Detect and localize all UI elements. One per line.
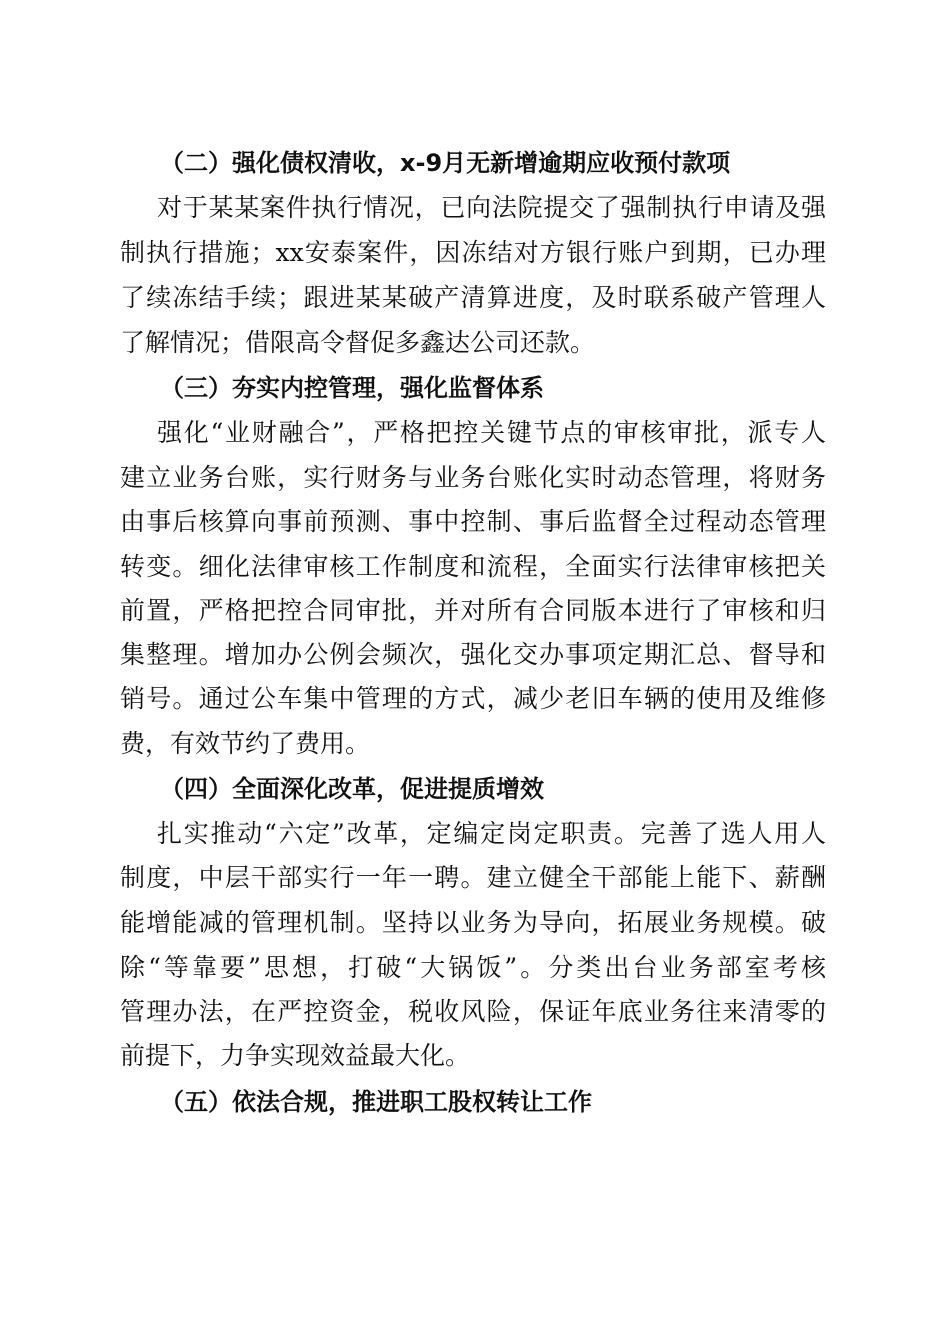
section-heading: （五）依法合规，推进职工股权转让工作 bbox=[160, 1088, 592, 1116]
paragraph-line: 转变。细化法律审核工作制度和流程，全面实行法律审核把关 bbox=[120, 552, 826, 581]
paragraph-line: 由事后核算向事前预测、事中控制、事后监督全过程动态管理 bbox=[120, 507, 826, 536]
paragraph-line: 前提下，力争实现效益最大化。 bbox=[120, 1041, 471, 1070]
paragraph-line: 扎实推动“六定”改革，定编定岗定职责。完善了选人用人 bbox=[157, 819, 826, 848]
paragraph-line: 制执行措施；xx安泰案件，因冻结对方银行账户到期，已办理 bbox=[120, 238, 826, 267]
paragraph-line: 能增能减的管理机制。坚持以业务为导向，拓展业务规模。破 bbox=[120, 908, 826, 937]
paragraph-line: 管理办法，在严控资金，税收风险，保证年底业务往来清零的 bbox=[120, 997, 826, 1026]
paragraph-line: 制度，中层干部实行一年一聘。建立健全干部能上能下、薪酬 bbox=[120, 863, 826, 892]
paragraph-line: 费，有效节约了费用。 bbox=[120, 729, 371, 758]
paragraph-line: 强化“业财融合”，严格把控关键节点的审核审批，派专人 bbox=[157, 418, 826, 447]
paragraph-line: 除“等靠要”思想，打破“大锅饭”。分类出台业务部室考核 bbox=[120, 953, 826, 982]
section-heading: （四）全面深化改革，促进提质增效 bbox=[160, 775, 544, 803]
paragraph-line: 对于某某案件执行情况，已向法院提交了强制执行申请及强 bbox=[157, 193, 826, 222]
section-heading: （三）夯实内控管理，强化监督体系 bbox=[160, 374, 544, 402]
paragraph-line: 建立业务台账，实行财务与业务台账化实时动态管理，将财务 bbox=[120, 463, 826, 492]
paragraph-line: 销号。通过公车集中管理的方式，减少老旧车辆的使用及维修 bbox=[120, 684, 826, 713]
paragraph-line: 了续冻结手续；跟进某某破产清算进度，及时联系破产管理人 bbox=[120, 283, 826, 312]
section-heading: （二）强化债权清收，x-9月无新增逾期应收预付款项 bbox=[160, 149, 731, 177]
paragraph-line: 了解情况；借限高令督促多鑫达公司还款。 bbox=[120, 328, 596, 357]
paragraph-line: 集整理。增加办公例会频次，强化交办事项定期汇总、督导和 bbox=[120, 640, 826, 669]
paragraph-line: 前置，严格把控合同审批，并对所有合同版本进行了审核和归 bbox=[120, 596, 826, 625]
